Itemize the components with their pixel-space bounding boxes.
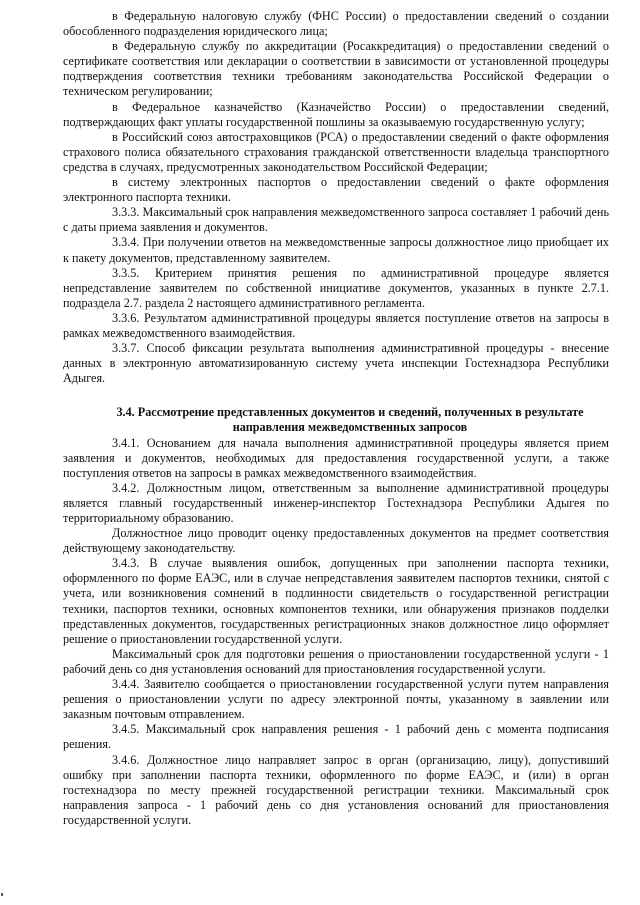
paragraph-electronic-passports: в систему электронных паспортов о предоставлении сведений о факте оформления электронного паспорта техники. xyxy=(63,175,609,205)
paragraph-rsa: в Российский союз автостраховщиков (РСА) о предоставлении сведений о факте оформления страхового полиса обязательного страхования гражданской ответственности владельца транспортного средства в случаях, предусмотренных законодательством Российской Федерации; xyxy=(63,129,609,174)
paragraph-3-4-4: 3.4.4. Заявителю сообщается о приостановлении государственной услуги путем направления решения о приостановлении услуги по адресу электронной почты, указанному в заявлении или заказным почтовым отправлением. xyxy=(63,677,609,722)
paragraph-3-4-3: 3.4.3. В случае выявления ошибок, допущенных при заполнении паспорта техники, оформленного по форме ЕАЭС, или в случае непредставления заявителем паспортов техники, снятой с учета, или возникновения сомнений в подлинности свидетельств о государственной регистрации техники, паспортов техники, основных компонентов техники, или обнаружения признаков подделки представленных документов, государственных регистрационных знаков должностное лицо оформляет решение о приостановлении государственной услуги. xyxy=(63,556,609,646)
paragraph-3-3-4: 3.3.4. При получении ответов на межведомственные запросы должностное лицо приобщает их к пакету документов, представленному заявителем. xyxy=(63,235,609,265)
paragraph-fns: в Федеральную налоговую службу (ФНС России) о предоставлении сведений о создании обособленного подразделения юридического лица; xyxy=(63,9,609,39)
paragraph-3-4-2: 3.4.2. Должностным лицом, ответственным за выполнение административной процедуры является главный государственный инженер-инспектор Гостехнадзора Республики Адыгея по территориальному образованию. xyxy=(63,480,609,525)
paragraph-3-3-3: 3.3.3. Максимальный срок направления межведомственного запроса составляет 1 рабочий день с даты приема заявления и документов. xyxy=(63,205,609,235)
paragraph-3-3-6: 3.3.6. Результатом административной процедуры является поступление ответов на запросы в рамках межведомственного взаимодействия. xyxy=(63,310,609,340)
paragraph-3-3-5: 3.3.5. Критерием принятия решения по административной процедуре является непредставление заявителем по собственной инициативе документов, указанных в пункте 2.7.1. подраздела 2.7. раздела 2 настоящего административного регламента. xyxy=(63,265,609,310)
paragraph-3-4-6: 3.4.6. Должностное лицо направляет запрос в орган (организацию, лицу), допустивший ошибку при заполнении паспорта техники, оформленного по форме ЕАЭС, и (или) в орган гостехнадзора по месту прежней государственной регистрации техники. Максимальный срок направления запроса - 1 рабочий день со дня установления оснований для приостановления государственной услуги. xyxy=(63,752,609,827)
paragraph-3-4-5: 3.4.5. Максимальный срок направления решения - 1 рабочий день с момента подписания решения. xyxy=(63,722,609,752)
paragraph-max-term-suspension: Максимальный срок для подготовки решения о приостановлении государственной услуги - 1 рабочий день со дня установления оснований для приостановления государственной услуги. xyxy=(63,646,609,676)
scan-speck xyxy=(1,893,3,896)
paragraph-kaznacheystvo: в Федеральное казначейство (Казначейство России) о предоставлении сведений, подтверждающих факт уплаты государственной пошлины за оказываемую государственную услугу; xyxy=(63,99,609,129)
paragraph-3-3-7: 3.3.7. Способ фиксации результата выполнения административной процедуры - внесение данных в электронную автоматизированную систему учета инспекции Гостехнадзора Республики Адыгея. xyxy=(63,341,609,386)
section-heading-line-2: направления межведомственных запросов xyxy=(232,420,468,435)
paragraph-evaluation: Должностное лицо проводит оценку предоставленных документов на предмет соответствия действующему законодательству. xyxy=(63,526,609,556)
document-body xyxy=(63,9,609,828)
section-heading-3-4 xyxy=(63,405,609,435)
paragraph-rosakkreditaciya: в Федеральную службу по аккредитации (Росаккредитация) о предоставлении сведений о сертификате соответствия или декларации о соответствии в зависимости от установленной процедуры подтверждения соответствия техники требованиям законодательства Российской Федерации о техническом регулировании; xyxy=(63,39,609,99)
paragraph-3-4-1: 3.4.1. Основанием для начала выполнения административной процедуры является прием заявления и документов, необходимых для предоставления государственной услуги, а также поступления ответов на запросы в рамках межведомственного взаимодействия. xyxy=(63,435,609,480)
section-heading-line-1: 3.4. Рассмотрение представленных документов и сведений, полученных в результате xyxy=(116,405,584,420)
